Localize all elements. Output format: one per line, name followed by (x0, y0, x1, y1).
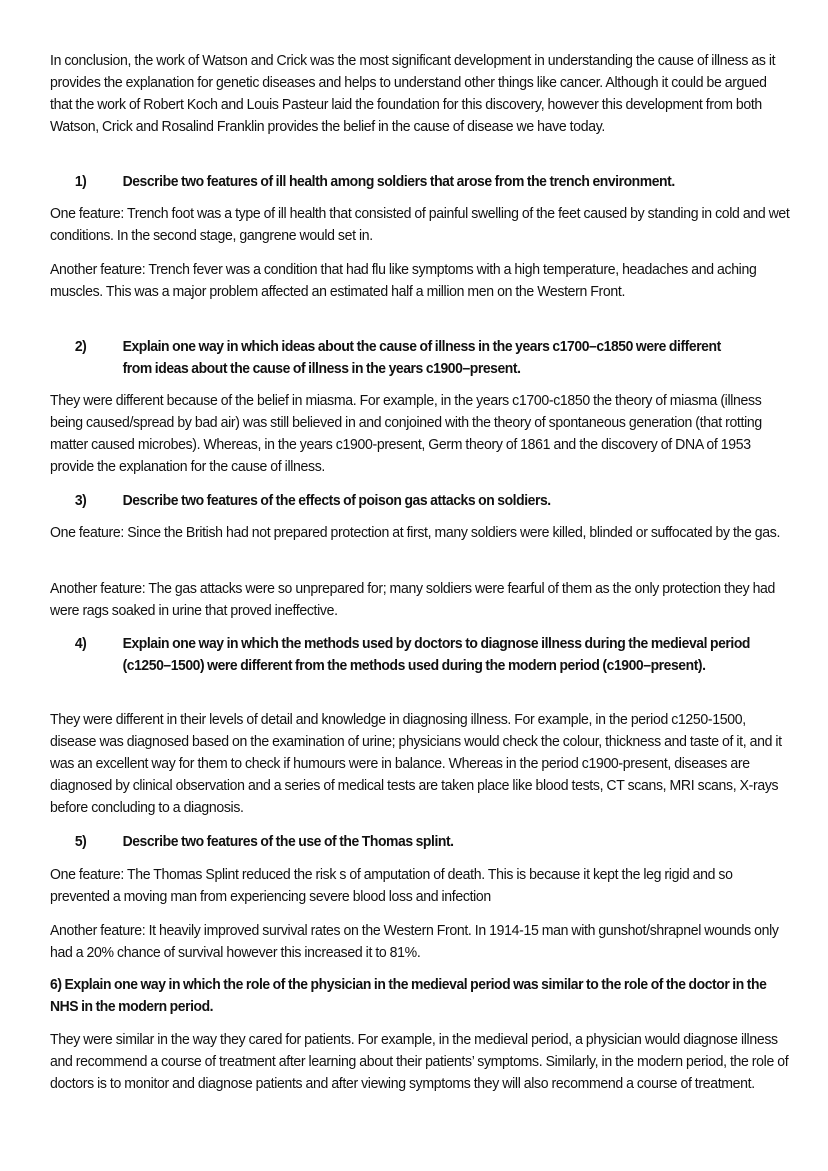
question-text: Explain one way in which the role of the physician in the medieval period was similar to the role of the doctor in the NHS in the modern period. (50, 977, 767, 1015)
question-2 (50, 336, 752, 380)
answer-paragraph: Another feature: Trench fever was a condition that had flu like symptoms with a high temperature, headaches and aching muscles. This was a major problem affected an estimated half a million men on the Western Front. (50, 262, 757, 300)
question-text: Describe two features of the effects of poison gas attacks on soldiers. (122, 493, 551, 509)
question-number: 1) (74, 174, 87, 190)
question-5 (50, 831, 752, 853)
question-text: Explain one way in which ideas about the cause of illness in the years c1700–c1850 were different from ideas about the cause of illness in the years c1900–present. (122, 339, 721, 377)
answer-paragraph: Another feature: It heavily improved survival rates on the Western Front. In 1914-15 man with gunshot/shrapnel wounds only had a 20% chance of survival however this increased it to 81%. (50, 923, 779, 961)
conclusion-paragraph: In conclusion, the work of Watson and Crick was the most significant development in understanding the cause of illness as it provides the explanation for genetic diseases and helps to understand other things like cancer. Although it could be argued that the work of Robert Koch and Louis Pasteur laid the foundation for this discovery, however this development from both Watson, Crick and Rosalind Franklin provides the belief in the cause of disease we have today. (50, 53, 776, 135)
question-number: 3) (74, 493, 87, 509)
question-text: Describe two features of ill health among soldiers that arose from the trench environment. (122, 174, 675, 190)
question-text: Explain one way in which the methods used by doctors to diagnose illness during the medieval period (c1250–1500) were different from the methods used during the modern period (c1900–present). (122, 636, 751, 674)
question-1 (50, 171, 752, 193)
question-3 (50, 490, 752, 512)
question-number: 2) (74, 339, 87, 355)
question-number: 4) (74, 636, 87, 652)
answer-paragraph: One feature: The Thomas Splint reduced the risk s of amputation of death. This is because it kept the leg rigid and so prevented a moving man from experiencing severe blood loss and infection (50, 867, 733, 905)
answer-paragraph: Another feature: The gas attacks were so unprepared for; many soldiers were fearful of them as the only protection they had were rags soaked in urine that proved ineffective. (50, 581, 776, 619)
answer-paragraph: They were different in their levels of detail and knowledge in diagnosing illness. For example, in the period c1250-1500, disease was diagnosed based on the examination of urine; physicians would check the colour, thickness and taste of it, and it was an excellent way for them to check if humours were in balance. Whereas in the period c1900-present, diseases are diagnosed by clinical observation and a series of medical tests are taken place like blood tests, CT scans, MRI scans, X-rays before concluding to a diagnosis. (50, 712, 782, 816)
question-text: Describe two features of the use of the Thomas splint. (122, 834, 454, 850)
answer-paragraph: They were similar in the way they cared for patients. For example, in the medieval period, a physician would diagnose illness and recommend a course of treatment after learning about their patients’ symptoms. Similarly, in the modern period, the role of doctors is to monitor and diagnose patients and after viewing symptoms they will also recommend a course of treatment. (50, 1032, 789, 1092)
question-number: 6) (50, 977, 62, 993)
question-6 (50, 974, 776, 1018)
answer-paragraph: They were different because of the belief in miasma. For example, in the years c1700-c1850 the theory of miasma (illness being caused/spread by bad air) was still believed in and conjoined with the theory of spontaneous generation (that rotting matter caused microbes). Whereas, in the years c1900-present, Germ theory of 1861 and the discovery of DNA of 1953 provide the explanation for the cause of illness. (50, 393, 762, 475)
answer-paragraph: One feature: Since the British had not prepared protection at first, many soldiers were killed, blinded or suffocated by the gas. (50, 525, 781, 541)
question-4 (50, 633, 752, 677)
question-number: 5) (74, 834, 87, 850)
answer-paragraph: One feature: Trench foot was a type of ill health that consisted of painful swelling of the feet caused by standing in cold and wet conditions. In the second stage, gangrene would set in. (50, 206, 790, 244)
